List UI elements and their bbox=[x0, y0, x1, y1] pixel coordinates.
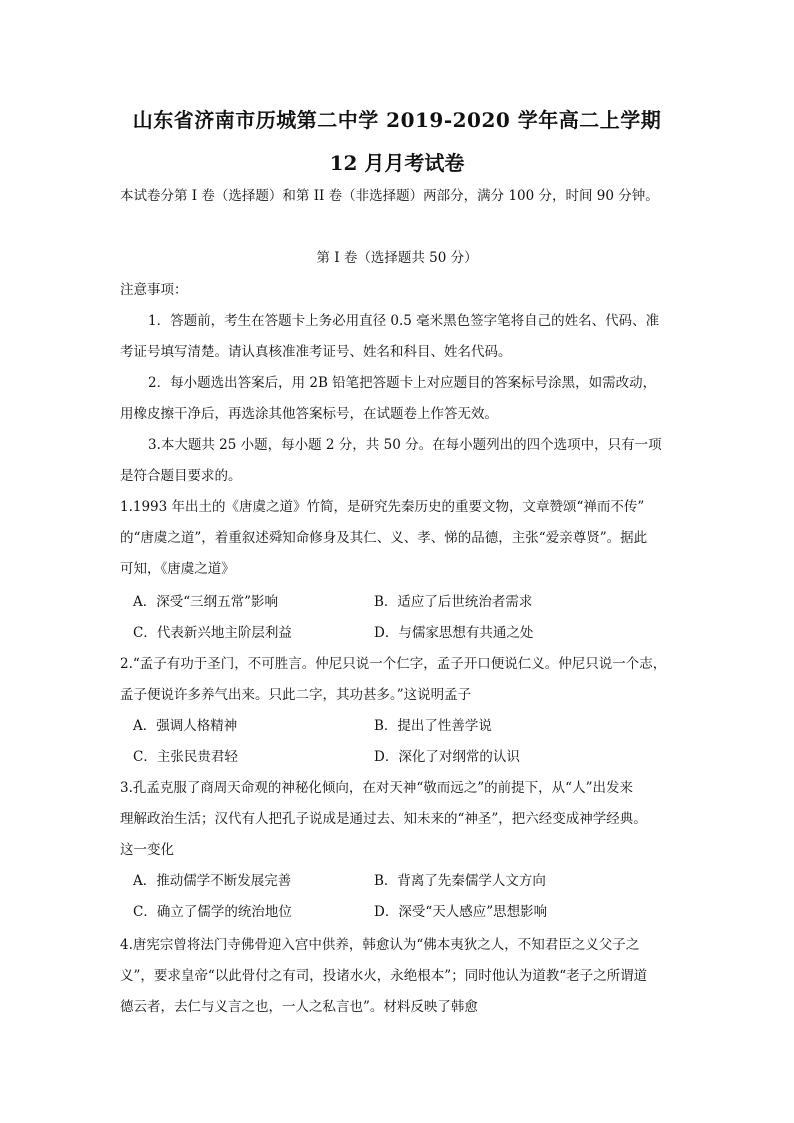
question-4-line-1: 4.唐宪宗曾将法门寺佛骨迎入宫中供养，韩愈认为“佛本夷狄之人，不知君臣之义父子之 bbox=[120, 937, 640, 953]
note-3-line-2: 是符合题目要求的。 bbox=[120, 468, 242, 484]
notes-heading: 注意事项： bbox=[120, 282, 188, 298]
exam-title: 山东省济南市历城第二中学 2019-2020 学年高二上学期 bbox=[132, 108, 662, 132]
exam-intro: 本试卷分第 I 卷（选择题）和第 II 卷（非选择题）两部分，满分 100 分，时间 90 分钟。 bbox=[120, 188, 659, 204]
question-4-line-2: 义”，要求皇帝“以此骨付之有司，投诸水火，永绝根本”；同时他认为道教“老子之所谓道 bbox=[120, 968, 648, 984]
question-1-line-3: 可知，《唐虞之道》 bbox=[120, 561, 235, 577]
note-2-line-2: 用橡皮擦干净后，再选涂其他答案标号，在试题卷上作答无效。 bbox=[120, 406, 498, 422]
question-2-option-d: D．深化了对纲常的认识 bbox=[374, 749, 520, 765]
question-3-line-1: 3.孔孟克服了商周天命观的神秘化倾向，在对天神“敬而远之”的前提下，从“人”出发来 bbox=[120, 780, 633, 796]
question-1-option-c: C．代表新兴地主阶层利益 bbox=[133, 625, 292, 641]
question-3-option-b: B．背离了先秦儒学人文方向 bbox=[374, 873, 546, 889]
question-3-line-2: 理解政治生活；汉代有人把孔子说成是通过去、知未来的“神圣”，把六经变成神学经典。 bbox=[120, 811, 647, 827]
question-3-option-d: D．深受“天人感应”思想影响 bbox=[374, 904, 548, 920]
question-3-option-c: C．确立了儒学的统治地位 bbox=[133, 904, 292, 920]
question-1-option-a: A．深受“三纲五常”影响 bbox=[133, 594, 279, 610]
note-1-line-2: 考证号填写清楚。请认真核准准考证号、姓名和科目、姓名代码。 bbox=[120, 344, 512, 360]
note-2-line-1: 2．每小题选出答案后，用 2B 铅笔把答题卡上对应题目的答案标号涂黑，如需改动， bbox=[148, 375, 657, 391]
question-1-option-d: D．与儒家思想有共通之处 bbox=[374, 625, 534, 641]
question-3-option-a: A．推动儒学不断发展完善 bbox=[133, 873, 292, 889]
question-2-line-1: 2.“孟子有功于圣门，不可胜言。仲尼只说一个仁字，孟子开口便说仁义。仲尼只说一个志， bbox=[120, 656, 667, 672]
question-2-line-2: 孟子便说许多养气出来。只此二字，其功甚多。”这说明孟子 bbox=[120, 687, 472, 703]
question-2-option-a: A．强调人格精神 bbox=[133, 718, 238, 734]
question-1-line-2: 的“唐虞之道”，着重叙述舜知命修身及其仁、义、孝、悌的品德，主张“爱亲尊贤”。据此 bbox=[120, 530, 648, 546]
note-1-line-1: 1．答题前，考生在答题卡上务必用直径 0.5 毫米黑色签字笔将自己的姓名、代码、准 bbox=[148, 313, 660, 329]
question-1-line-1: 1.1993 年出土的《唐虞之道》竹简，是研究先秦历史的重要文物，文章赞颂“禅而不传” bbox=[120, 499, 645, 515]
note-3-line-1: 3.本大题共 25 小题，每小题 2 分，共 50 分。在每小题列出的四个选项中，只有一项 bbox=[148, 437, 662, 453]
section-heading: 第 I 卷（选择题共 50 分） bbox=[316, 250, 478, 266]
question-2-option-c: C．主张民贵君轻 bbox=[133, 749, 238, 765]
question-3-line-3: 这一变化 bbox=[120, 842, 174, 858]
question-4-line-3: 德云者，去仁与义言之也，一人之私言也”。材料反映了韩愈 bbox=[120, 999, 478, 1015]
question-1-option-b: B．适应了后世统治者需求 bbox=[374, 594, 533, 610]
exam-subtitle: 12 月月考试卷 bbox=[329, 151, 465, 175]
question-2-option-b: B．提出了性善学说 bbox=[374, 718, 492, 734]
